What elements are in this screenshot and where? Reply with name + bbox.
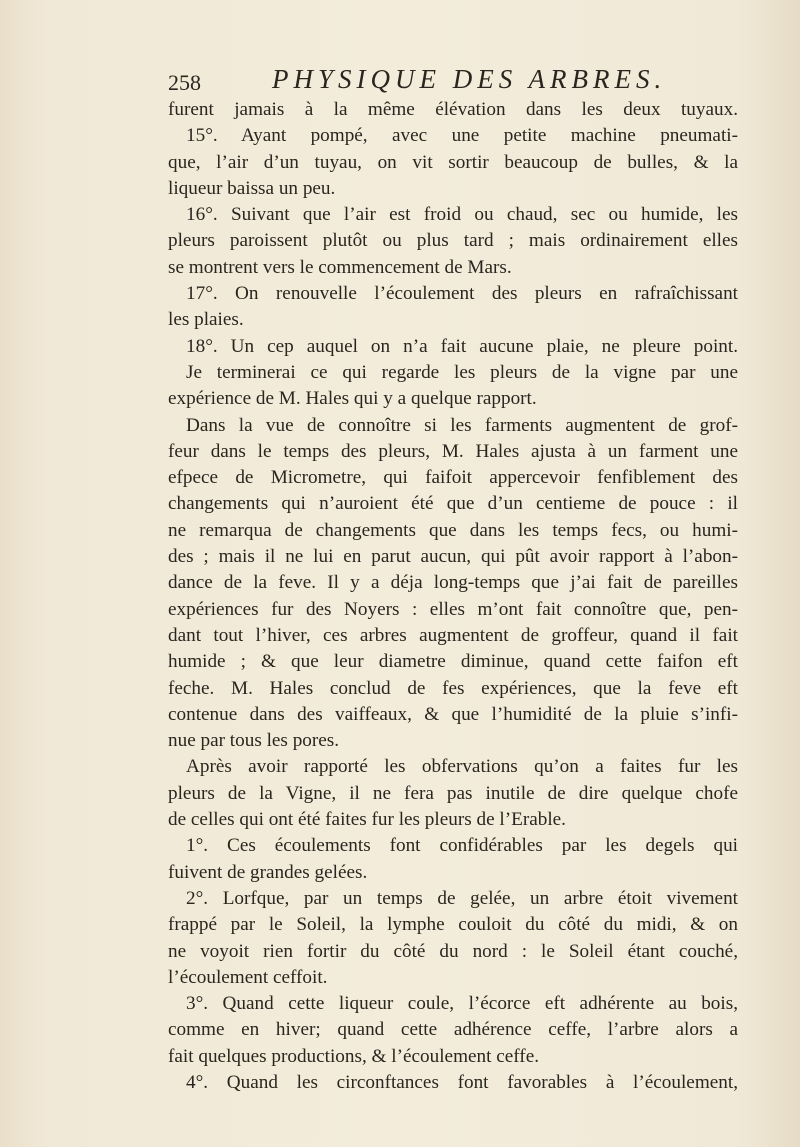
text-line: Je terminerai ce qui regarde les pleurs de la vigne par une — [186, 361, 738, 383]
text-line: pleurs paroissent plutôt ou plus tard ; mais ordinairement elles — [168, 230, 738, 252]
page-header — [168, 62, 728, 98]
running-title: PHYSIQUE DES ARBRES. — [272, 64, 667, 94]
text-line: 17°. On renouvelle l’écoulement des pleurs en rafraîchissant — [186, 283, 738, 305]
text-line: expérience de M. Hales qui y a quelque rapport. — [168, 388, 537, 410]
text-line: efpece de Micrometre, qui faifoit appercevoir fenfiblement des — [168, 467, 738, 489]
text-line: de celles qui ont été faites fur les pleurs de l’Erable. — [168, 809, 566, 831]
text-line: comme en hiver; quand cette adhérence ceffe, l’arbre alors a — [168, 1019, 738, 1041]
text-line: ne voyoit rien fortir du côté du nord : le Soleil étant couché, — [168, 940, 738, 962]
text-line: ne remarqua de changements que dans les temps fecs, ou humi- — [168, 519, 738, 541]
text-line: se montrent vers le commencement de Mars. — [168, 256, 512, 278]
text-line: nue par tous les pores. — [168, 730, 340, 752]
text-line: dance de la feve. Il y a déja long-temps que j’ai fait de pareilles — [168, 572, 738, 594]
text-line: Dans la vue de connoître si les farments augmentent de grof- — [186, 414, 738, 436]
text-line: liqueur baissa un peu. — [168, 177, 336, 199]
text-line: des ; mais il ne lui en parut aucun, qui pût avoir rapport à l’abon- — [168, 546, 738, 568]
text-line: 2°. Lorfque, par un temps de gelée, un arbre étoit vivement — [186, 887, 738, 909]
text-line: 15°. Ayant pompé, avec une petite machine pneumati- — [186, 125, 738, 147]
text-line: les plaies. — [168, 309, 244, 331]
text-line: dant tout l’hiver, ces arbres augmentent de groffeur, quand il fait — [168, 624, 738, 646]
text-line: 16°. Suivant que l’air est froid ou chaud, sec ou humide, les — [186, 204, 738, 226]
text-line: 4°. Quand les circonftances font favorables à l’écoulement, — [186, 1071, 738, 1093]
text-line: humide ; & que leur diametre diminue, quand cette faifon eft — [168, 651, 738, 673]
text-line: frappé par le Soleil, la lymphe couloit du côté du midi, & on — [168, 914, 738, 936]
text-line: pleurs de la Vigne, il ne fera pas inutile de dire quelque chofe — [168, 782, 738, 804]
text-line: feur dans le temps des pleurs, M. Hales ajusta à un farment une — [168, 440, 738, 462]
page-number: 258 — [168, 70, 201, 95]
text-line: que, l’air d’un tuyau, on vit sortir beaucoup de bulles, & la — [168, 151, 738, 173]
text-line: expériences fur des Noyers : elles m’ont fait connoître que, pen- — [168, 598, 738, 620]
text-line: l’écoulement ceffoit. — [168, 966, 328, 988]
text-line: Après avoir rapporté les obfervations qu’on a faites fur les — [186, 756, 738, 778]
text-line: 18°. Un cep auquel on n’a fait aucune plaie, ne pleure point. — [186, 335, 738, 357]
text-line: 3°. Quand cette liqueur coule, l’écorce eft adhérente au bois, — [186, 993, 738, 1015]
text-line: fuivent de grandes gelées. — [168, 861, 368, 883]
text-line: feche. M. Hales conclud de fes expériences, que la feve eft — [168, 677, 738, 699]
text-line: changements qui n’auroient été que d’un centieme de pouce : il — [168, 493, 738, 515]
text-line: 1°. Ces écoulements font confidérables par les degels qui — [186, 835, 738, 857]
body-text — [168, 97, 738, 1096]
text-line: furent jamais à la même élévation dans les deux tuyaux. — [168, 99, 738, 120]
text-line: contenue dans des vaiffeaux, & que l’humidité de la pluie s’infi- — [168, 703, 738, 725]
text-line: fait quelques productions, & l’écoulement ceffe. — [168, 1045, 540, 1067]
